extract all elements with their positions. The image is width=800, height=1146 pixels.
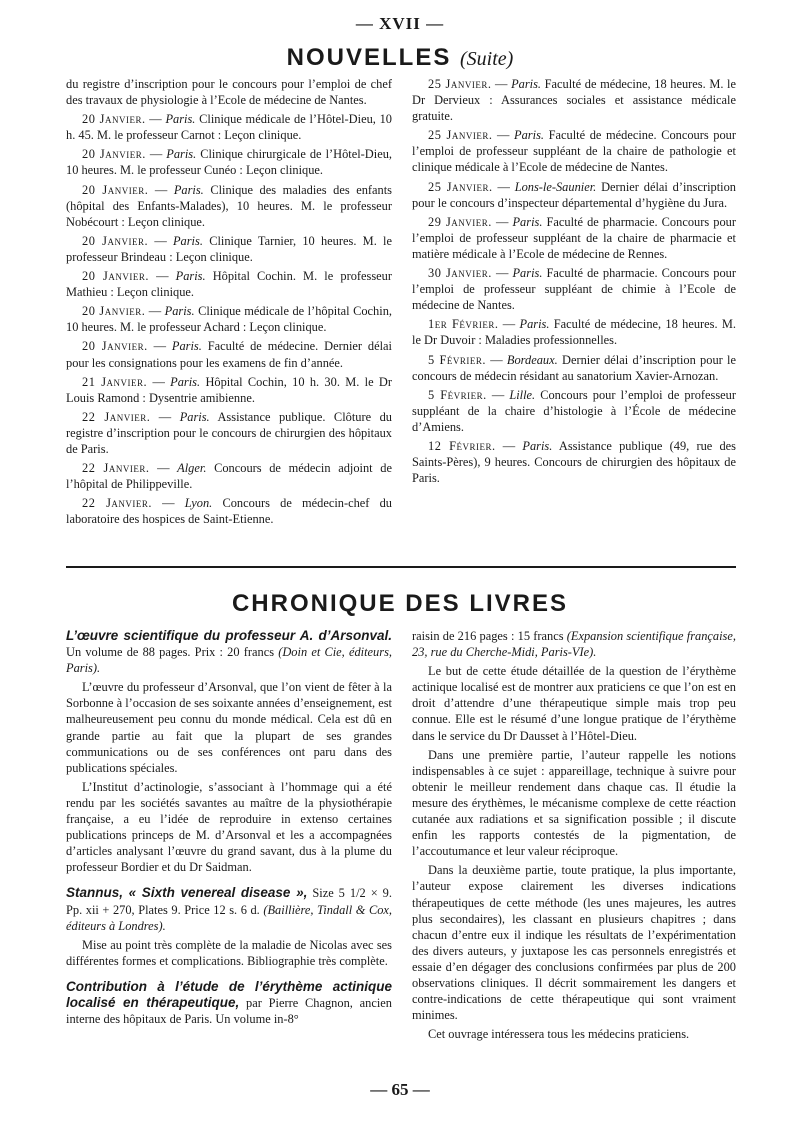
news-place: Paris. — [164, 304, 195, 319]
book-title: L’œuvre scientifique du professeur A. d’Arsonval. — [66, 628, 392, 643]
news-item: 20 Janvier. — Paris. Clinique médicale de l’Hôtel-Dieu, 10 h. 45. M. le professeur Carnot : Leçon clinique. — [66, 112, 392, 143]
news-text: Faculté de médecine, 18 heures. M. le Dr Duvoir : Maladies professionnelles. — [412, 317, 736, 348]
news-text: Clinique des maladies des enfants (hôpital des Enfants-Malades), 10 heures. M. le professeur Nobécourt : Leçon clinique. — [66, 182, 392, 229]
news-date: 20 Janvier. — [82, 233, 149, 248]
news-text: du registre d’inscription pour le concours pour l’emploi de chef des travaux de physiologie à l’Ecole de médecine de Nantes. — [66, 77, 392, 108]
news-item: 22 Janvier. — Paris. Assistance publique. Clôture du registre d’inscription pour le concours de chirurgien des hôpitaux de Paris. — [66, 409, 392, 456]
news-item: 21 Janvier. — Paris. Hôpital Cochin, 10 h. 30. M. le Dr Louis Ramond : Dysentrie amibienne. — [66, 374, 393, 405]
book-paragraph: L’Institut d’actinologie, s’associant à l’hommage qui a été rendu par les sociétés savantes au maître de la physiothérapie française, a eu l’idée de reproduire in extenso certaines publications princeps de M. d’Arsonval et les a accompagnées d’articles analysant l’œuvre du grand savant, dus à la plume du professeur Bordier et du Dr Saidman. — [66, 779, 392, 875]
chronique-title: CHRONIQUE DES LIVRES — [231, 590, 569, 617]
news-date: 20 Janvier. — [82, 147, 146, 162]
news-place: Lille. — [509, 387, 536, 402]
news-text: Assistance publique. Clôture du registre d’inscription pour le concours de chirurgien des hôpitaux de Paris. — [66, 409, 392, 456]
news-text: Faculté de pharmacie. Concours pour l’emploi de professeur suppléant de chimie à l’Ecole de médecine de Nantes. — [412, 266, 736, 313]
news-text: Concours pour l’emploi de professeur suppléant de la chaire d’histologie à l’École de médecine d’Amiens. — [412, 387, 736, 434]
news-item: 20 Janvier. — Paris. Faculté de médecine. Dernier délai pour les consignations pour les examens de fin d’année. — [66, 339, 392, 370]
news-date: 22 Janvier. — [82, 409, 151, 424]
news-place: Paris. — [171, 339, 202, 354]
news-item: 29 Janvier. — Paris. Faculté de pharmacie. Concours pour l’emploi de professeur suppléant de la chaire de pharmacie et matière médicale à l’Ecole de médecine de Rennes. — [412, 214, 736, 261]
news-item — [66, 76, 392, 108]
news-text: Faculté de médecine, 18 heures. M. le Dr Dervieux : Assurances sociales et assistance médicale gratuite. — [412, 77, 736, 124]
news-date: 30 Janvier. — [428, 266, 492, 281]
news-item: 12 Février. — Paris. Assistance publique (49, rue des Saints-Pères), 9 heures. Concours de chirurgien des hôpitaux de Paris. — [412, 438, 736, 486]
news-date: 29 Janvier. — [428, 214, 492, 229]
news-place: Paris. — [165, 112, 196, 127]
news-text: Concours de médecin adjoint de l’hôpital de Philippeville. — [66, 461, 392, 492]
news-date: 25 Janvier. — [428, 179, 493, 194]
book-paragraph: Dans une première partie, l’auteur rappelle les notions indispensables à ce sujet : appareillage, technique à suivre pour obtenir le meilleur rendement dans chaque cas. Il étudie la mesure des érythèmes, le mécanisme complexe de cette réaction cutanée aux radiations et sa signification possible ; il discute enfin les rapports contestés de la pigmentation, de l’accoutumance et leur valeur réciproque. — [412, 747, 736, 859]
news-item: 25 Janvier. — Lons-le-Saunier. Dernier délai d’inscription pour le concours d’inspecteur départemental d’hygiène du Jura. — [412, 179, 736, 210]
news-date: 21 Janvier. — [82, 374, 148, 389]
book-paragraph: Cet ouvrage intéressera tous les médecins praticiens. — [428, 1027, 690, 1042]
news-text: Clinique médicale de l’hôpital Cochin, 10 heures. M. le professeur Achard : Leçon clinique. — [66, 304, 392, 335]
news-place: Lyon. — [184, 496, 213, 511]
news-date: 5 Février. — [428, 387, 487, 402]
news-place: Paris. — [522, 438, 553, 453]
news-date: 22 Janvier. — [82, 461, 150, 476]
news-text: Faculté de médecine. Dernier délai pour les consignations pour les examens de fin d’année. — [66, 339, 392, 370]
news-item: 20 Janvier. — Paris. Clinique chirurgicale de l’Hôtel-Dieu, 10 heures. M. le professeur Cunéo : Leçon clinique. — [66, 147, 392, 178]
news-item: 1er Février. — Paris. Faculté de médecine, 18 heures. M. le Dr Duvoir : Maladies professionnelles. — [412, 317, 736, 348]
news-place: Paris. — [511, 77, 542, 91]
book-publisher: (Baillière, Tindall & Cox, éditeurs à Londres). — [66, 902, 392, 933]
book-publisher: (Doin et Cie, éditeurs, Paris). — [66, 645, 392, 676]
book-paragraph: Dans la deuxième partie, toute pratique, la plus importante, l’auteur expose clairement les diverses indications thérapeutiques de cette méthode (les unes majeures, les autres plus secondaires), les classant en plusieurs chapitres ; dans chacun d’entre eux il indique les résultats de l’expérimentation des divers auteurs, y juxtapose les cas personnels enregistrés et essaie d’en dégager des conclusions confirmées par plus de 200 observations cliniques. Il décrit sommairement les dangers et contre-indications de cette thérapeutique qui sont vraiment minimes. — [412, 863, 736, 1023]
books-column-right — [412, 628, 736, 1045]
news-text: Clinique Tarnier, 10 heures. M. le professeur Brindeau : Leçon clinique. — [66, 233, 392, 264]
news-place: Paris. — [514, 128, 544, 143]
section-title-suite: (Suite) — [460, 48, 514, 70]
news-date: 5 Février. — [428, 352, 486, 367]
news-text: Clinique médicale de l’Hôtel-Dieu, 10 h. 45. M. le professeur Carnot : Leçon clinique. — [66, 112, 392, 143]
news-item: 22 Janvier. — Alger. Concours de médecin adjoint de l’hôpital de Philippeville. — [66, 461, 392, 492]
news-place: Paris. — [179, 409, 210, 424]
book-title: Stannus, « Sixth venereal disease », — [66, 885, 308, 901]
news-date: 22 Janvier. — [82, 496, 152, 511]
book-entry-chagnon — [66, 979, 392, 1027]
news-place: Paris. — [512, 266, 543, 281]
news-column-left — [66, 76, 392, 530]
news-text: Hôpital Cochin, 10 h. 30. M. le Dr Louis Ramond : Dysentrie amibienne. — [66, 374, 393, 405]
news-date: 12 Février. — [428, 438, 496, 453]
book-continuation — [412, 628, 736, 660]
book-reference: Size 5 1/2 × 9. Pp. xii + 270, Plates 9. Price 12 s. 6 d. — [66, 886, 392, 917]
news-date: 1er Février. — [428, 317, 499, 332]
news-item: 25 Janvier. — Paris. Faculté de médecine. Concours pour l’emploi de professeur suppléant de la chaire de pathologie et clinique médicale à l’Ecole de médecine de Nantes. — [412, 128, 737, 175]
news-item: 5 Février. — Lille. Concours pour l’emploi de professeur suppléant de la chaire d’histologie à l’École de médecine d’Amiens. — [412, 387, 736, 434]
news-text: Dernier délai d’inscription pour le concours d’inspecteur départemental d’hygiène du Jura. — [412, 179, 736, 210]
news-place: Paris. — [170, 374, 201, 389]
news-text: Faculté de médecine. Concours pour l’emploi de professeur suppléant de la chaire de pathologie et clinique médicale à l’Ecole de médecine de Nantes. — [412, 128, 737, 175]
books-column-left — [66, 628, 392, 1030]
book-publisher: (Expansion scientifique française, 23, rue du Cherche-Midi, Paris-VIe). — [412, 629, 736, 660]
book-reference: Un volume de 88 pages. Prix : 20 francs — [66, 645, 275, 660]
news-item: 20 Janvier. — Paris. Clinique des maladies des enfants (hôpital des Enfants-Malades), 10 heures. M. le professeur Nobécourt : Leçon clinique. — [66, 182, 392, 229]
news-item: 20 Janvier. — Paris. Clinique Tarnier, 10 heures. M. le professeur Brindeau : Leçon clinique. — [66, 233, 392, 264]
book-paragraph: L’œuvre du professeur d’Arsonval, que l’on vient de fêter à la Sorbonne à l’occasion de ses soixante années d’enseignement, est malheureusement peu connu du monde médical. Cela est dû en grande partie au fait que la plupart de ses grandes communications ou de ses conférences ont paru dans des publications spéciales. — [66, 680, 392, 775]
news-text: Dernier délai d’inscription pour le concours de médecin résidant au sanatorium Xavier-Arnozan. — [412, 352, 736, 383]
book-reference: raisin de 216 pages : 15 francs — [412, 629, 564, 643]
news-item: 20 Janvier. — Paris. Clinique médicale de l’hôpital Cochin, 10 heures. M. le professeur Achard : Leçon clinique. — [66, 304, 392, 335]
news-text: Clinique chirurgicale de l’Hôtel-Dieu, 10 heures. M. le professeur Cunéo : Leçon clinique. — [66, 147, 392, 178]
news-place: Lons-le-Saunier. — [514, 179, 597, 194]
news-item: 22 Janvier. — Lyon. Concours de médecin-chef du laboratoire des hospices de Saint-Etienne. — [66, 496, 393, 527]
news-place: Bordeaux. — [506, 352, 558, 367]
book-paragraph: Mise au point très complète de la maladie de Nicolas avec ses différentes formes et complications. Bibliographie très complète. — [66, 937, 392, 968]
page-roman-number: — XVII — — [355, 14, 445, 33]
news-place: Paris. — [512, 214, 543, 229]
book-reference: par Pierre Chagnon, ancien interne des hôpitaux de Paris. Un volume in-8° — [66, 995, 392, 1027]
book-entry-arsonval — [66, 628, 392, 676]
book-title: Contribution à l’étude de l’érythème actinique localisé en thérapeutique, — [66, 978, 392, 1010]
news-date: 25 Janvier. — [428, 77, 492, 91]
news-place: Paris. — [175, 269, 206, 284]
news-place: Paris. — [173, 182, 204, 197]
news-place: Alger. — [177, 461, 207, 476]
section-title — [0, 44, 800, 72]
news-item: 25 Janvier. — Paris. Faculté de médecine, 18 heures. M. le Dr Dervieux : Assurances sociales et assistance médicale gratuite. — [412, 77, 736, 124]
news-date: 20 Janvier. — [82, 182, 149, 197]
news-place: Paris. — [166, 147, 197, 162]
book-paragraph: Le but de cette étude détaillée de la question de l’érythème actinique localisé est de montrer aux praticiens ce que l’on est en droit d’attendre d’une thérapeutique simple mais trop peu connue. Elle est le résumé d’une longue pratique de l’érythème dans le service du Dr Dausset à l’Hôtel-Dieu. — [412, 664, 736, 743]
news-date: 20 Janvier. — [82, 304, 146, 319]
section-title-text: NOUVELLES — [286, 44, 452, 71]
news-date: 25 Janvier. — [428, 128, 493, 143]
news-text: Hôpital Cochin. M. le professeur Mathieu : Leçon clinique. — [66, 269, 392, 300]
news-item: 30 Janvier. — Paris. Faculté de pharmacie. Concours pour l’emploi de professeur suppléant de chimie à l’Ecole de médecine de Nantes. — [412, 266, 736, 313]
news-column-right — [412, 76, 736, 489]
news-place: Paris. — [519, 317, 550, 332]
news-date: 20 Janvier. — [82, 339, 148, 354]
news-text: Faculté de pharmacie. Concours pour l’emploi de professeur suppléant de la chaire de pharmacie et matière médicale à l’Ecole de médecine de Rennes. — [412, 214, 736, 261]
book-entry-stannus — [66, 885, 392, 933]
news-item: 20 Janvier. — Paris. Hôpital Cochin. M. le professeur Mathieu : Leçon clinique. — [66, 269, 392, 300]
news-text: Concours de médecin-chef du laboratoire des hospices de Saint-Etienne. — [66, 496, 393, 527]
news-date: 20 Janvier. — [82, 112, 146, 127]
section-divider — [66, 566, 736, 568]
news-item: 5 Février. — Bordeaux. Dernier délai d’inscription pour le concours de médecin résidant au sanatorium Xavier-Arnozan. — [412, 352, 736, 383]
news-text: Assistance publique (49, rue des Saints-Pères), 9 heures. Concours de chirurgien des hôpitaux de Paris. — [412, 438, 736, 486]
news-date: 20 Janvier. — [82, 269, 149, 284]
news-place: Paris. — [172, 233, 203, 248]
page-number: — 65 — — [370, 1080, 430, 1099]
